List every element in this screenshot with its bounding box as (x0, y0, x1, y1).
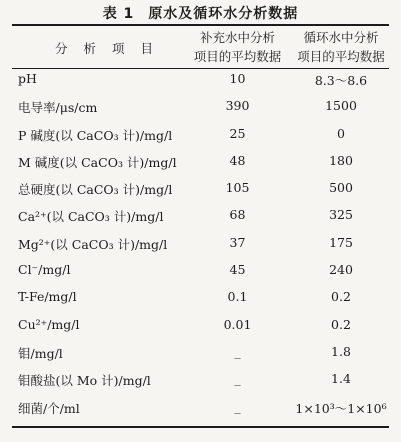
makeup-value: 45 (229, 262, 246, 278)
table-caption (0, 3, 401, 23)
table-row (0, 283, 401, 310)
table-row (0, 393, 401, 420)
makeup-value: 390 (225, 98, 250, 114)
table-row (0, 256, 401, 283)
makeup-value: _ (234, 371, 241, 387)
param-name: 电导率/μs/cm (18, 100, 98, 116)
circulating-value: 325 (329, 207, 353, 223)
table-body (0, 65, 401, 420)
makeup-value: 37 (229, 234, 246, 250)
circulating-value: 0.2 (331, 316, 351, 332)
param-name: Cu²⁺/mg/l (18, 316, 80, 332)
makeup-value: 48 (229, 152, 246, 168)
table-row (0, 65, 401, 92)
circulating-value: 180 (329, 152, 353, 168)
makeup-value: _ (234, 398, 241, 414)
table-row (0, 174, 401, 201)
header-makeup-line1: 补充水中分析 (199, 30, 275, 45)
table-row (0, 120, 401, 147)
makeup-value: 0.1 (227, 289, 248, 305)
circulating-value: 240 (329, 262, 353, 278)
header-makeup-water (190, 28, 285, 66)
table-row (0, 229, 401, 256)
table-row (0, 338, 401, 365)
param-name: 钼酸盐(以 Mo 计)/mg/l (18, 373, 151, 389)
circulating-value: 1500 (325, 98, 357, 114)
param-name: Mg²⁺(以 CaCO₃ 计)/mg/l (18, 236, 168, 252)
param-name: 总硬度(以 CaCO₃ 计)/mg/l (18, 182, 173, 198)
param-name: P 碱度(以 CaCO₃ 计)/mg/l (18, 127, 173, 143)
bottom-rule (12, 426, 389, 428)
table-row (0, 92, 401, 119)
makeup-value: 0.01 (223, 316, 252, 332)
table-row (0, 311, 401, 338)
param-name: T-Fe/mg/l (18, 289, 77, 305)
circulating-value: 1×10³～1×10⁶ (295, 400, 387, 416)
header-circulating-line2: 项目的平均数据 (297, 49, 385, 64)
param-name: 细菌/个/ml (18, 400, 80, 416)
table-number: 表 1 (102, 6, 135, 22)
circulating-value: 175 (329, 234, 353, 250)
makeup-value: 25 (229, 125, 246, 141)
table-title: 原水及循环水分析数据 (148, 6, 299, 22)
table-row (0, 201, 401, 228)
circulating-value: 0.2 (331, 289, 351, 305)
circulating-value: 1.4 (331, 371, 351, 387)
makeup-value: 68 (229, 207, 246, 223)
header-makeup-line2: 项目的平均数据 (193, 49, 282, 64)
makeup-value: 105 (225, 180, 250, 196)
header-circulating-line1: 循环水中分析 (303, 30, 379, 45)
table-row (0, 365, 401, 392)
header-circulating-water (290, 28, 392, 66)
param-name: Ca²⁺(以 CaCO₃ 计)/mg/l (18, 209, 164, 225)
makeup-value: _ (234, 343, 241, 359)
circulating-value: 8.3～8.6 (314, 73, 368, 88)
top-rule (12, 24, 389, 26)
header-parameter: 分 析 项 目 (55, 41, 159, 56)
param-name: 钼/mg/l (18, 345, 63, 361)
param-name: pH (18, 71, 37, 86)
param-name: M 碱度(以 CaCO₃ 计)/mg/l (18, 154, 177, 170)
circulating-value: 0 (337, 125, 345, 141)
circulating-value: 1.8 (331, 343, 351, 359)
circulating-value: 500 (329, 180, 353, 196)
makeup-value: 10 (229, 71, 246, 86)
param-name: Cl⁻/mg/l (18, 262, 71, 278)
table-row (0, 147, 401, 174)
